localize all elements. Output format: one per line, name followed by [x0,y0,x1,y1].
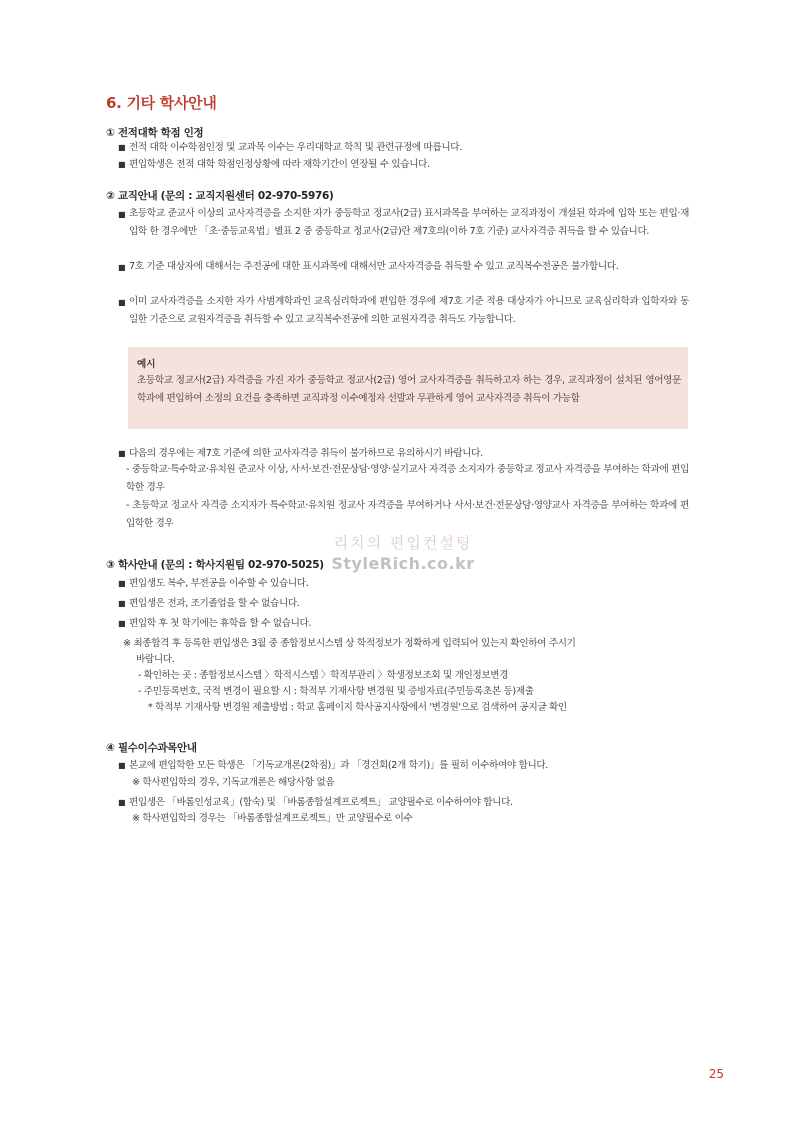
note-text: ※ 최종합격 후 등록한 편입생은 3월 중 종합정보시스템 상 학적정보가 정확하게 입력되어 있는지 확인하여 주시기 [123,638,576,649]
watermark-line1: 리치의 편입컨설팅 [333,534,473,552]
list-item: 편입생은 「바롬인성교육」(합숙) 및 「바롬종합설계프로젝트」 교양필수로 이수하여야 합니다. [129,797,513,808]
sub-item: * 학적부 기재사항 변경원 제출방법 : 학교 홈페이지 학사공지사항에서 '변경원'으로 검색하여 공지글 확인 [148,702,567,713]
section-1-title: ① 전적대학 학점 인정 [106,127,204,139]
section-3-title: ③ 학사안내 (문의 : 학사지원팀 02-970-5025) [106,559,324,571]
sub-item: - 주민등록번호, 국적 변경이 필요할 시 : 학적부 기재사항 변경원 및 증빙자료(주민등록초본 등)제출 [138,686,534,697]
bullet-icon: ■ [118,143,126,152]
section-4-title: ④ 필수이수과목안내 [106,742,197,754]
list-item: 이미 교사자격증을 소지한 자가 사범계학과인 교육심리학과에 편입한 경우에 제7호 기준 적용 대상자가 아니므로 교육심리학과 입학자와 동일한 기준으로 교원자격증을 취득할 수 있고 교직복수전공에 의한 교원자격증 취득도 가능합니다. [129,296,689,325]
bullet-icon: ■ [118,579,126,588]
list-item: 편입학 후 첫 학기에는 휴학을 할 수 없습니다. [129,618,312,629]
list-item: 다음의 경우에는 제7호 기준에 의한 교사자격증 취득이 불가하므로 유의하시기 바랍니다. [129,448,483,459]
section-2-title: ② 교직안내 (문의 : 교직지원센터 02-970-5976) [106,190,334,202]
page-number: 25 [708,1067,724,1081]
example-text: 초등학교 정교사(2급) 자격증을 가진 자가 중등학교 정교사(2급) 영어 교사자격증을 취득하고자 하는 경우, 교직과정이 설치된 영어영문학과에 편입하여 소정의 요건을 충족하면 교직과정 이수예정자 선발과 무관하게 영어 교사자격증 취득이 가능함 [137,375,681,404]
watermark-logo [318,532,488,573]
list-item: 7호 기준 대상자에 대해서는 주전공에 대한 표시과목에 대해서만 교사자격증을 취득할 수 있고 교직복수전공은 불가합니다. [129,261,619,272]
bullet-icon: ■ [118,210,126,219]
bullet-icon: ■ [118,263,126,272]
bullet-icon: ■ [118,449,126,458]
list-item: 본교에 편입학한 모든 학생은 「기독교개론(2학점)」과 「경건회(2개 학기)」를 필히 이수하여야 합니다. [129,760,548,771]
example-box [128,347,688,429]
note-text: ※ 학사편입학의 경우는 「바롬종합설계프로젝트」만 교양필수로 이수 [132,813,413,824]
list-item: 편입생은 전과, 조기졸업을 할 수 없습니다. [129,598,300,609]
dash-item: - 초등학교 정교사 자격증 소지자가 특수학교·유치원 정교사 자격증을 부여하거나 사서·보건·전문상담·영양교사 자격증을 부여하는 학과에 편입학한 경우 [126,500,689,529]
page-title: 6. 기타 학사안내 [106,94,217,112]
list-item: 편입생도 복수, 부전공을 이수할 수 있습니다. [129,578,309,589]
example-label: 예시 [137,359,156,370]
bullet-icon: ■ [118,160,126,169]
dash-item: - 중등학교·특수학교·유치원 준교사 이상, 사서·보건·전문상담·영양·실기교사 자격증 소지자가 중등학교 정교사 자격증을 부여하는 학과에 편입학한 경우 [126,464,689,493]
sub-item: - 확인하는 곳 : 종합정보시스템 〉학적시스템 〉학적부관리 〉학생정보조회 및 개인정보변경 [138,670,509,681]
bullet-icon: ■ [118,298,126,307]
bullet-icon: ■ [118,619,126,628]
bullet-icon: ■ [118,599,126,608]
watermark-line2: StyleRich.co.kr [331,554,475,573]
bullet-icon: ■ [118,761,126,770]
list-item: 전적 대학 이수학점인정 및 교과목 이수는 우리대학교 학칙 및 관련규정에 따릅니다. [129,142,462,153]
bullet-icon: ■ [118,798,126,807]
list-item: 초등학교 준교사 이상의 교사자격증을 소지한 자가 중등학교 정교사(2급) 표시과목을 부여하는 교직과정이 개설된 학과에 입학 또는 편입·재입학 한 경우에만 「초·중등교육법」별표 2 중 중등학교 정교사(2급)란 제7호의(이하 7호 기준) 교사자격증 취득을 할 수 있습니다. [129,208,689,237]
note-text: 바랍니다. [136,654,175,665]
note-text: ※ 학사편입학의 경우, 기독교개론은 해당사항 없음 [132,777,335,788]
list-item: 편입학생은 전적 대학 학점인정상황에 따라 재학기간이 연장될 수 있습니다. [129,159,430,170]
